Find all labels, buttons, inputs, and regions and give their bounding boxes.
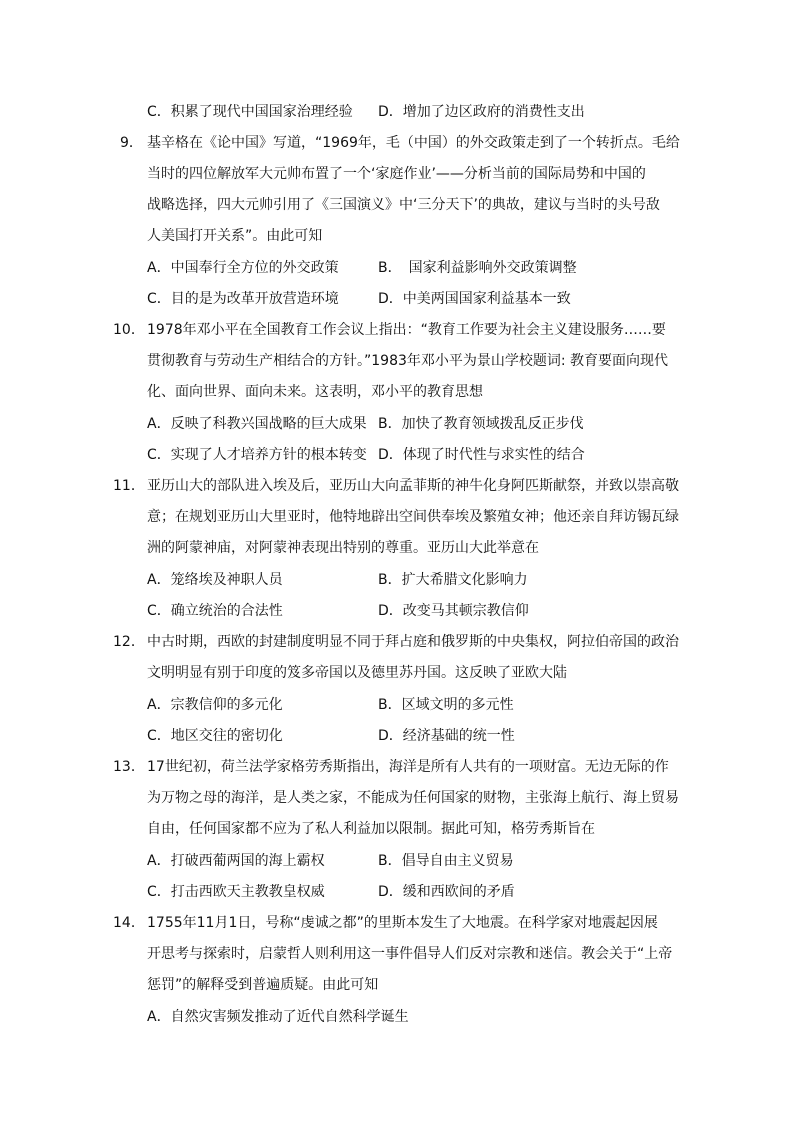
option-b: B．区域文明的多元性 xyxy=(378,697,514,713)
question-text-line: 文明明显有别于印度的笈多帝国以及德里苏丹国。这反映了亚欧大陆 xyxy=(147,665,567,681)
question-number: 9． xyxy=(120,135,143,151)
option-d: D．中美两国国家利益基本一致 xyxy=(378,291,571,307)
question-text-line: 17世纪初，荷兰法学家格劳秀斯指出，海洋是所有人共有的一项财富。无边无际的作 xyxy=(147,759,669,775)
option-d: D．体现了时代性与求实性的结合 xyxy=(378,447,585,463)
question-text-line: 洲的阿蒙神庙，对阿蒙神表现出特别的尊重。亚历山大此举意在 xyxy=(147,540,539,556)
option-c: C．地区交往的密切化 xyxy=(147,728,283,744)
question-number: 12． xyxy=(113,634,145,650)
question-number: 13． xyxy=(113,759,145,775)
question-number: 11． xyxy=(113,478,145,494)
option-b: B． 国家利益影响外交政策调整 xyxy=(378,260,577,276)
question-text-line: 化、面向世界、面向未来。这表明，邓小平的教育思想 xyxy=(147,384,483,400)
question-number: 14． xyxy=(113,915,145,931)
question-text-line: 亚历山大的部队进入埃及后，亚历山大向孟菲斯的神牛化身阿匹斯献祭，并致以崇高敬 xyxy=(147,478,679,494)
option-a: A．宗教信仰的多元化 xyxy=(147,697,283,713)
question-text-line: 惩罚”的解释受到普遍质疑。由此可知 xyxy=(147,977,379,993)
option-c: C．确立统治的合法性 xyxy=(147,603,283,619)
option-b: B．扩大希腊文化影响力 xyxy=(378,572,528,588)
option-d: D．缓和西欧间的矛盾 xyxy=(378,884,515,900)
option-c: C．目的是为改革开放营造环境 xyxy=(147,291,339,307)
question-text-line: 1978年邓小平在全国教育工作会议上指出：“教育工作要为社会主义建设服务……要 xyxy=(147,322,666,338)
question-number: 10． xyxy=(113,322,145,338)
option-d: D．经济基础的统一性 xyxy=(378,728,515,744)
option-d-prev: D．增加了边区政府的消费性支出 xyxy=(378,104,585,120)
option-c: C．打击西欧天主教教皇权威 xyxy=(147,884,325,900)
question-text-line: 中古时期，西欧的封建制度明显不同于拜占庭和俄罗斯的中央集权，阿拉伯帝国的政治 xyxy=(147,634,679,650)
option-a: A．笼络埃及神职人员 xyxy=(147,572,283,588)
question-text-line: 自由，任何国家都不应为了私人利益加以限制。据此可知，格劳秀斯旨在 xyxy=(147,821,595,837)
question-text-line: 贯彻教育与劳动生产相结合的方针。”1983年邓小平为景山学校题词: 教育要面向现代 xyxy=(147,353,669,369)
question-text-line: 人美国打开关系”。由此可知 xyxy=(147,228,323,244)
option-a: A．打破西葡两国的海上霸权 xyxy=(147,853,325,869)
option-b: B．加快了教育领域拨乱反正步伐 xyxy=(378,416,584,432)
question-text-line: 为万物之母的海洋，是人类之家，不能成为任何国家的财物，主张海上航行、海上贸易 xyxy=(147,790,679,806)
option-a: A．反映了科教兴国战略的巨大成果 xyxy=(147,416,367,432)
option-a: A．中国奉行全方位的外交政策 xyxy=(147,260,339,276)
option-c-prev: C．积累了现代中国国家治理经验 xyxy=(147,104,353,120)
question-text-line: 当时的四位解放军大元帅布置了一个‘家庭作业’——分析当前的国际局势和中国的 xyxy=(147,166,646,182)
question-text-line: 意；在规划亚历山大里亚时，他特地辟出空间供奉埃及繁殖女神；他还亲自拜访锡瓦绿 xyxy=(147,509,679,525)
question-text-line: 1755年11月1日，号称“虔诚之都”的里斯本发生了大地震。在科学家对地震起因展 xyxy=(147,915,658,931)
question-text-line: 基辛格在《论中国》写道，“1969年，毛（中国）的外交政策走到了一个转折点。毛给 xyxy=(147,135,680,151)
option-d: D．改变马其顿宗教信仰 xyxy=(378,603,529,619)
question-text-line: 战略选择，四大元帅引用了《三国演义》中‘三分天下’的典故，建议与当时的头号敌 xyxy=(147,197,660,213)
question-text-line: 开思考与探索时，启蒙哲人则利用这一事件倡导人们反对宗教和迷信。教会关于“上帝 xyxy=(147,946,673,962)
option-b: B．倡导自由主义贸易 xyxy=(378,853,514,869)
option-a: A．自然灾害频发推动了近代自然科学诞生 xyxy=(147,1009,409,1025)
option-c: C．实现了人才培养方针的根本转变 xyxy=(147,447,367,463)
